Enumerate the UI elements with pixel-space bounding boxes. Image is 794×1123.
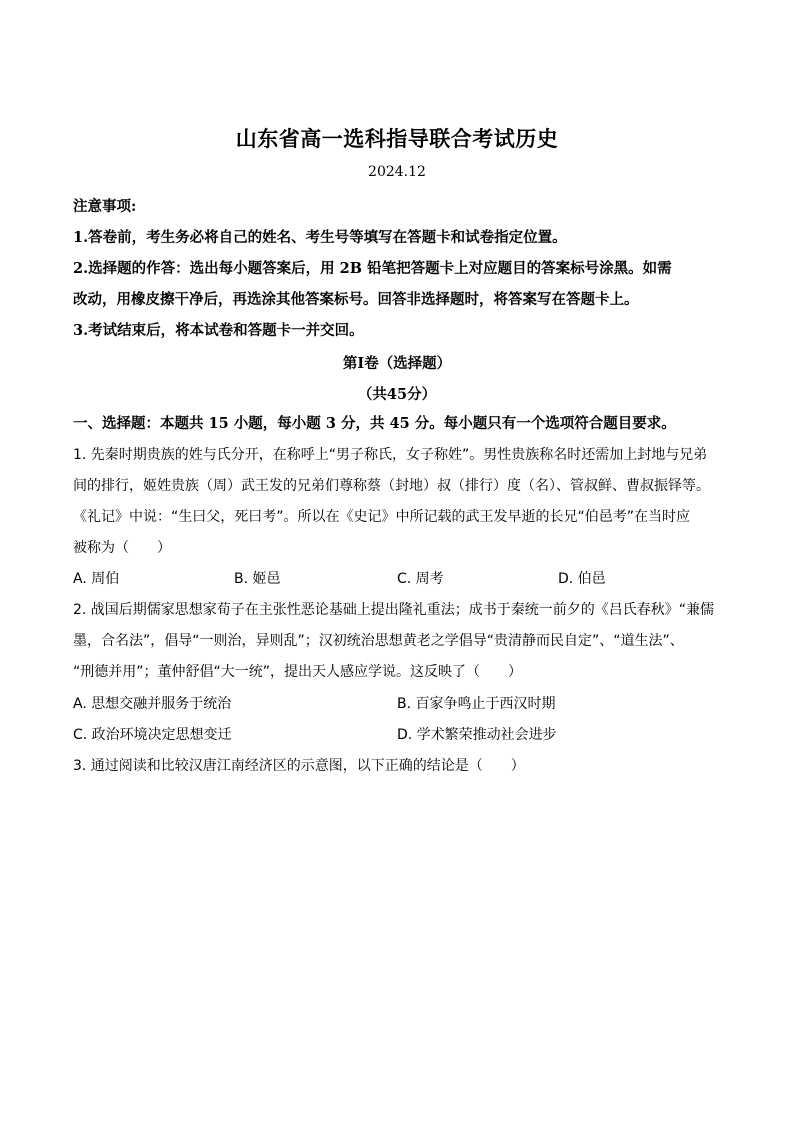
note-item: 2.选择题的作答：选出每小题答案后，用 2B 铅笔把答题卡上对应题目的答案标号涂黑。如需	[73, 260, 672, 277]
question-line: “刑德并用”；董仲舒倡“大一统”，提出天人感应学说。这反映了（ ）	[73, 664, 523, 680]
exam-date: 2024.12	[368, 164, 426, 180]
note-item: 1.答卷前，考生务必将自己的姓名、考生号等填写在答题卡和试卷指定位置。	[73, 229, 567, 246]
note-item: 改动，用橡皮擦干净后，再选涂其他答案标号。回答非选择题时，将答案写在答题卡上。	[73, 291, 639, 308]
volume-heading: 第Ⅰ卷（选择题）	[342, 355, 452, 372]
note-item: 3.考试结束后，将本试卷和答题卡一并交回。	[73, 322, 364, 339]
option-c: C. 周考	[397, 571, 444, 587]
question-line: 《礼记》中说：“生曰父，死曰考”。所以在《史记》中所记载的武王发早逝的长兄“伯邑考”在当时应	[73, 509, 691, 525]
section-instruction: 一、选择题：本题共 15 小题，每小题 3 分，共 45 分。每小题只有一个选项符合题目要求。	[73, 415, 676, 432]
page-title: 山东省高一选科指导联合考试历史	[235, 126, 559, 151]
option-c: C. 政治环境决定思想变迁	[73, 727, 232, 743]
option-b: B. 姬邑	[234, 571, 281, 587]
notes-heading: 注意事项:	[73, 198, 137, 215]
question-line: 间的排行，姬姓贵族（周）武王发的兄弟们尊称蔡（封地）叔（排行）度（名）、管叔鲜、曹叔振铎等。	[73, 478, 710, 494]
option-d: D. 伯邑	[558, 571, 606, 587]
question-line: 2. 战国后期儒家思想家荀子在主张性恶论基础上提出隆礼重法；成书于秦统一前夕的《吕氏春秋》“兼儒	[73, 602, 715, 618]
question-line: 3. 通过阅读和比较汉唐江南经济区的示意图，以下正确的结论是（ ）	[73, 758, 525, 774]
option-d: D. 学术繁荣推动社会进步	[397, 727, 557, 743]
option-a: A. 周伯	[73, 571, 120, 587]
option-a: A. 思想交融并服务于统治	[73, 696, 232, 712]
question-line: 墨，合名法”，倡导“一则治，异则乱”；汉初统治思想黄老之学倡导“贵清静而民自定”、“道生法”、	[73, 633, 684, 649]
question-line: 被称为（ ）	[73, 540, 171, 556]
option-b: B. 百家争鸣止于西汉时期	[397, 696, 556, 712]
question-line: 1. 先秦时期贵族的姓与氏分开，在称呼上“男子称氏，女子称姓”。男性贵族称名时还需加上封地与兄弟	[73, 447, 708, 463]
volume-score: （共45分）	[357, 386, 437, 403]
